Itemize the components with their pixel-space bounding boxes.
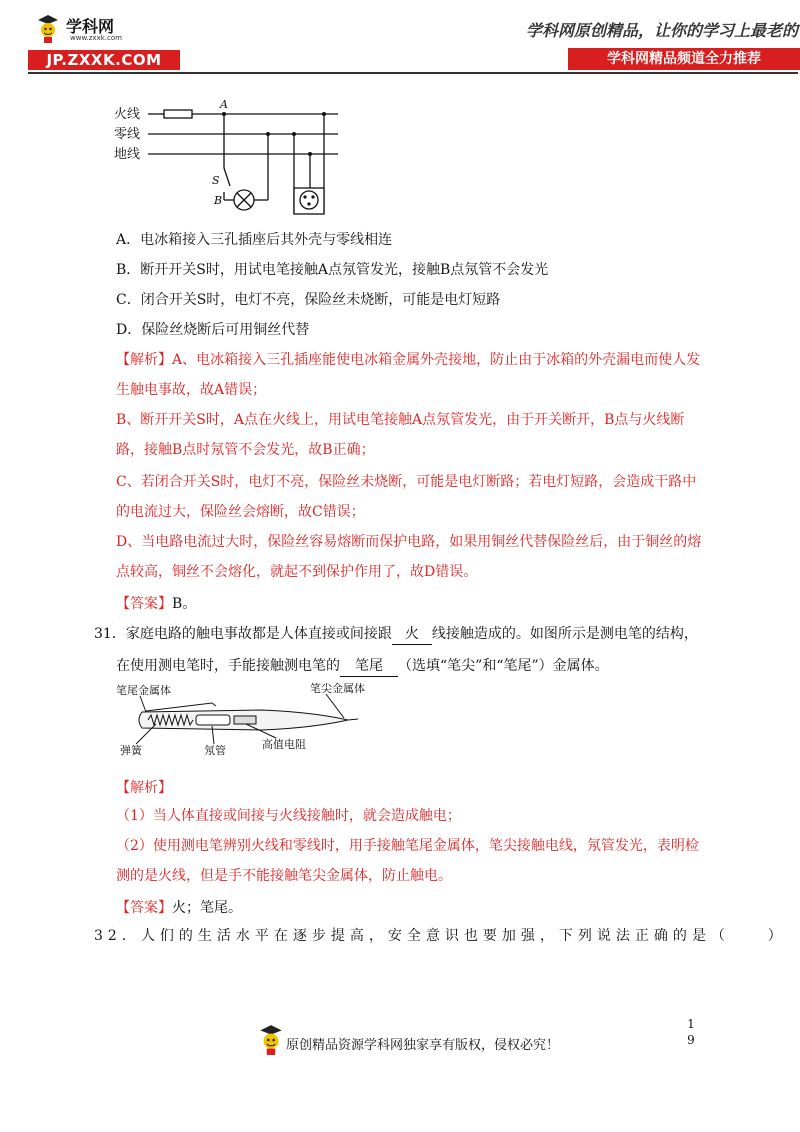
header-slogan: 学科网原创精品，让你的学习上最老的 <box>525 21 798 40</box>
option-d: D．保险丝烧断后可用铜丝代替 <box>116 322 310 338</box>
analysis-line: （2）使用测电笔辨别火线和零线时，用手接触笔尾金属体，笔尖接触电线，氖管发光，表明检 <box>116 838 699 854</box>
question-32: 32．人们的生活水平在逐步提高，安全意识也要加强，下列说法正确的是（ ） <box>94 928 787 944</box>
answer-value: B。 <box>172 596 197 612</box>
analysis-line: 生触电事故，故A错误； <box>116 382 267 398</box>
neon-label: 氖管 <box>204 744 226 757</box>
copyright-text: 原创精品资源学科网独家享有版权，侵权必究！ <box>286 1038 560 1053</box>
logo-url: www.zxxk.com <box>70 34 122 42</box>
question-31-line1: 31．家庭电路的触电事故都是人体直接或间接跟 火 线接触造成的。如图所示是测电笔的结构， <box>94 624 698 645</box>
blank-answer-2: 笔尾 <box>340 656 398 677</box>
fuse-icon <box>164 110 192 118</box>
spring-label: 弹簧 <box>120 744 142 757</box>
tip-metal-label: 笔尖金属体 <box>310 682 365 695</box>
analysis-line: 路，接触B点时氖管不会发光，故B正确； <box>116 442 375 458</box>
page-number: 1 9 <box>687 1017 695 1047</box>
page-footer <box>0 1012 800 1072</box>
header-divider <box>28 72 798 74</box>
point-b-label: B <box>214 194 223 207</box>
option-b: B．断开开关S时，用试电笔接触A点氖管发光，接触B点氖管不会发光 <box>116 262 549 278</box>
analysis-line: C、若闭合开关S时，电灯不亮，保险丝未烧断，可能是电灯断路；若电灯短路，会造成干路中 <box>116 474 697 490</box>
live-wire-label: 火线 <box>114 107 141 122</box>
logo-name: 学科网 <box>66 17 115 36</box>
analysis-line: 点较高，铜丝不会熔化，就起不到保护作用了，故D错误。 <box>116 564 478 580</box>
test-pen-diagram <box>112 682 380 762</box>
resistor-label: 高值电阻 <box>262 738 306 751</box>
answer-line <box>116 898 242 918</box>
tail-metal-label: 笔尾金属体 <box>116 684 171 697</box>
analysis-line: D、当电路电流过大时，保险丝容易熔断而保护电路，如果用铜丝代替保险丝后，由于铜丝的熔 <box>116 534 702 550</box>
ground-wire-label: 地线 <box>114 147 141 162</box>
answer-value: 火；笔尾。 <box>172 900 242 916</box>
analysis-line: B、断开开关S时，A点在火线上，用试电笔接触A点氖管发光，由于开关断开，B点与火线断 <box>116 412 685 428</box>
mascot-footer-icon <box>258 1024 284 1056</box>
switch-s-label: S <box>212 174 220 187</box>
option-a: A．电冰箱接入三孔插座后其外壳与零线相连 <box>116 232 393 248</box>
option-c: C．闭合开关S时，电灯不亮，保险丝未烧断，可能是电灯短路 <box>116 292 501 308</box>
analysis-line: 【解析】A、电冰箱接入三孔插座能使电冰箱金属外壳接地，防止由于冰箱的外壳漏电而使人发 <box>116 352 701 368</box>
mascot-logo-icon <box>36 14 60 44</box>
site-banner: JP.ZXXK.COM <box>28 50 180 70</box>
analysis-label: 【解析】 <box>116 352 172 368</box>
page-header <box>0 0 800 80</box>
point-a-label: A <box>220 98 228 111</box>
header-tag: 学科网精品频道全力推荐 <box>568 48 800 70</box>
socket-icon <box>300 191 318 209</box>
answer-label: 【答案】 <box>116 900 172 916</box>
question-31-line2: 在使用测电笔时，手能接触测电笔的 笔尾 （选填“笔尖”和“笔尾”）金属体。 <box>116 656 609 677</box>
answer-label: 【答案】 <box>116 596 172 612</box>
analysis-line: 的电流过大，保险丝会熔断，故C错误； <box>116 504 365 520</box>
neutral-wire-label: 零线 <box>114 127 141 142</box>
analysis-line: （1）当人体直接或间接与火线接触时，就会造成触电； <box>116 808 461 824</box>
blank-answer-1: 火 <box>392 624 432 645</box>
circuit-diagram <box>112 96 352 220</box>
analysis-label: 【解析】 <box>116 780 172 796</box>
answer-line <box>116 594 196 614</box>
analysis-line: 测的是火线，但是手不能接触笔尖金属体，防止触电。 <box>116 868 452 884</box>
